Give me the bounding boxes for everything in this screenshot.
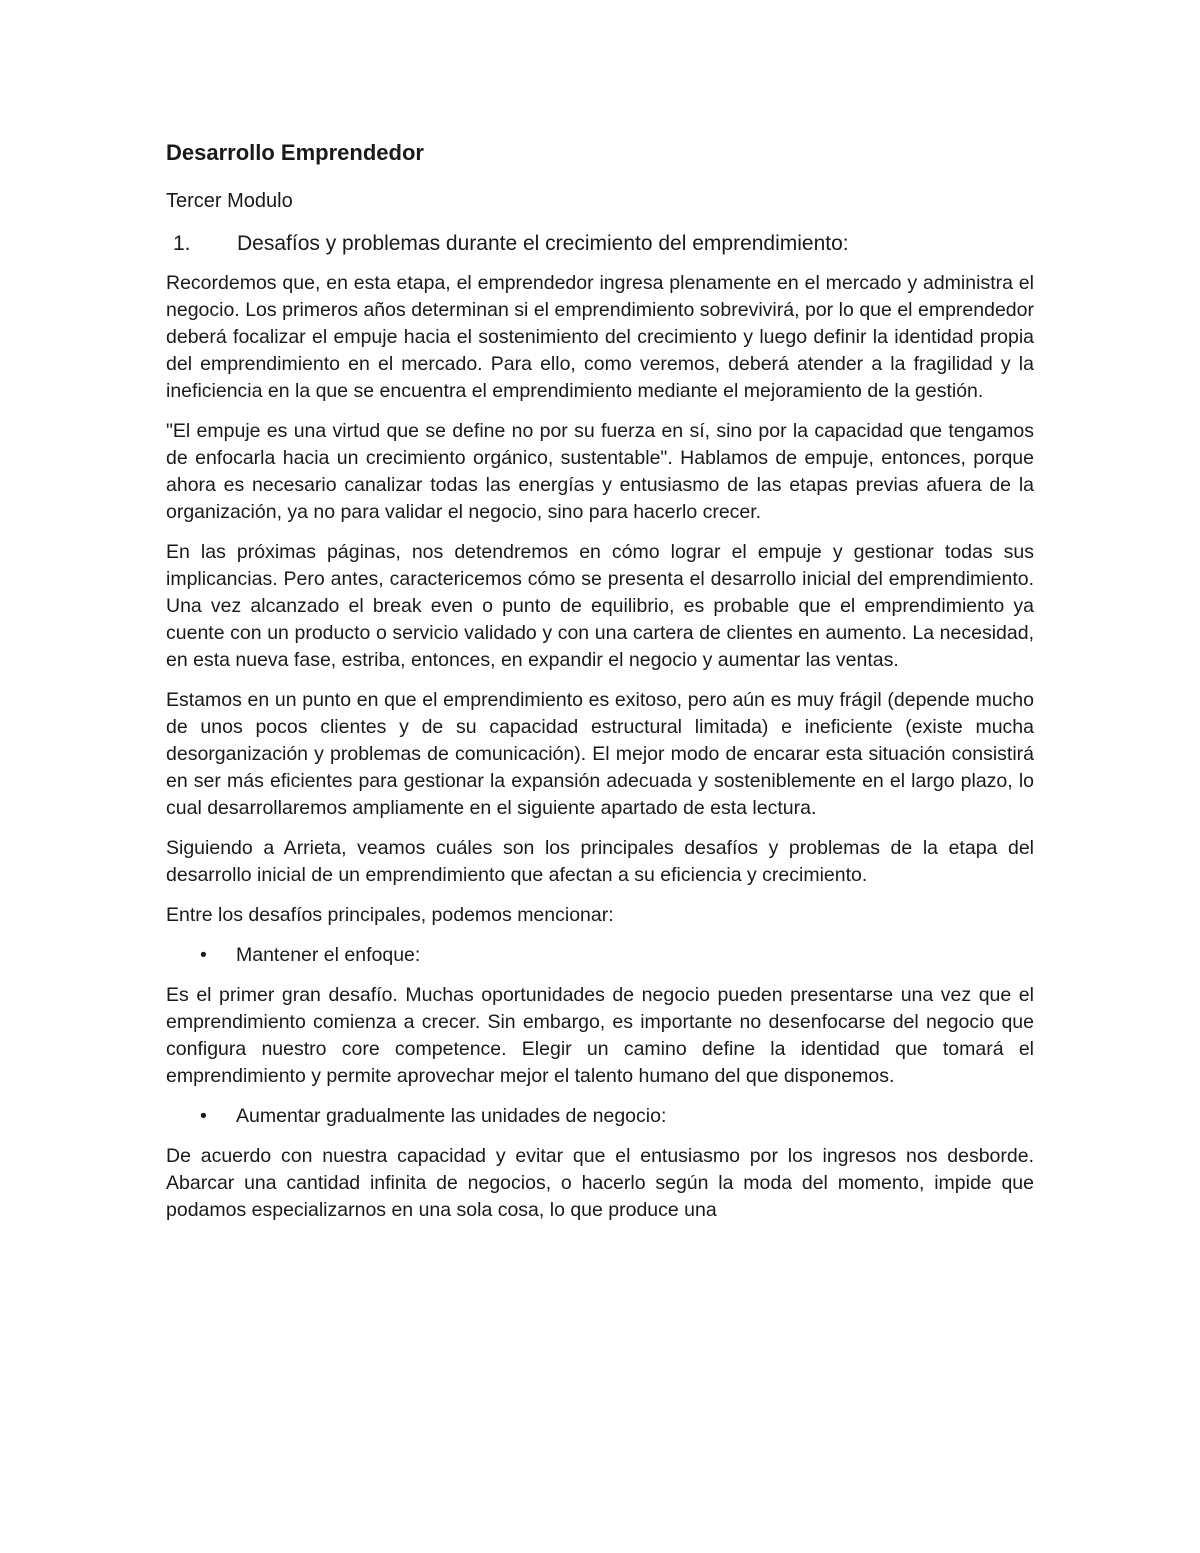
bullet-label: Aumentar gradualmente las unidades de negocio: bbox=[236, 1105, 667, 1127]
document-subtitle: Tercer Modulo bbox=[166, 190, 293, 212]
section-number: 1. bbox=[173, 232, 191, 255]
paragraph: Estamos en un punto en que el emprendimiento es exitoso, pero aún es muy frágil (depende mucho de unos pocos clientes y de su capacidad estructural limitada) e ineficiente (existe mucha desorganización y problemas de comunicación). El mejor modo de encarar esta situación consistirá en ser más eficientes para gestionar la expansión adecuada y sosteniblemente en el largo plazo, lo cual desarrollaremos ampliamente en el siguiente apartado de esta lectura. bbox=[166, 689, 1034, 819]
section-heading bbox=[166, 228, 1034, 260]
document-page bbox=[166, 138, 1034, 1237]
document-title: Desarrollo Emprendedor bbox=[166, 140, 424, 165]
bullet-item bbox=[166, 942, 1034, 969]
paragraph: De acuerdo con nuestra capacidad y evitar que el entusiasmo por los ingresos nos desborde. Abarcar una cantidad infinita de negocios, o hacerlo según la moda del momento, impide que podamos especializarnos en una sola cosa, lo que produce una bbox=[166, 1145, 1034, 1221]
section-heading-text: Desafíos y problemas durante el crecimiento del emprendimiento: bbox=[237, 232, 849, 255]
paragraph: Siguiendo a Arrieta, veamos cuáles son los principales desafíos y problemas de la etapa del desarrollo inicial de un emprendimiento que afectan a su eficiencia y crecimiento. bbox=[166, 837, 1034, 886]
paragraph: "El empuje es una virtud que se define no por su fuerza en sí, sino por la capacidad que tengamos de enfocarla hacia un crecimiento orgánico, sustentable". Hablamos de empuje, entonces, porque ahora es necesario canalizar todas las energías y entusiasmo de las etapas previas afuera de la organización, ya no para validar el negocio, sino para hacerlo crecer. bbox=[166, 420, 1034, 523]
bullet-item bbox=[166, 1103, 1034, 1130]
paragraph: Recordemos que, en esta etapa, el emprendedor ingresa plenamente en el mercado y administra el negocio. Los primeros años determinan si el emprendimiento sobrevivirá, por lo que el emprendedor deberá focalizar el empuje hacia el sostenimiento del crecimiento y luego definir la identidad propia del emprendimiento en el mercado. Para ello, como veremos, deberá atender a la fragilidad y la ineficiencia en la que se encuentra el emprendimiento mediante el mejoramiento de la gestión. bbox=[166, 272, 1034, 402]
bullet-icon: • bbox=[200, 944, 207, 966]
paragraph: En las próximas páginas, nos detendremos en cómo lograr el empuje y gestionar todas sus implicancias. Pero antes, caractericemos cómo se presenta el desarrollo inicial del emprendimiento. Una vez alcanzado el break even o punto de equilibrio, es probable que el emprendimiento ya cuente con un producto o servicio validado y con una cartera de clientes en aumento. La necesidad, en esta nueva fase, estriba, entonces, en expandir el negocio y aumentar las ventas. bbox=[166, 541, 1034, 671]
bullet-icon: • bbox=[200, 1105, 207, 1127]
paragraph: Es el primer gran desafío. Muchas oportunidades de negocio pueden presentarse una vez que el emprendimiento comienza a crecer. Sin embargo, es importante no desenfocarse del negocio que configura nuestro core competence. Elegir un camino define la identidad que tomará el emprendimiento y permite aprovechar mejor el talento humano del que disponemos. bbox=[166, 984, 1034, 1087]
paragraph: Entre los desafíos principales, podemos mencionar: bbox=[166, 904, 614, 926]
bullet-label: Mantener el enfoque: bbox=[236, 944, 421, 966]
